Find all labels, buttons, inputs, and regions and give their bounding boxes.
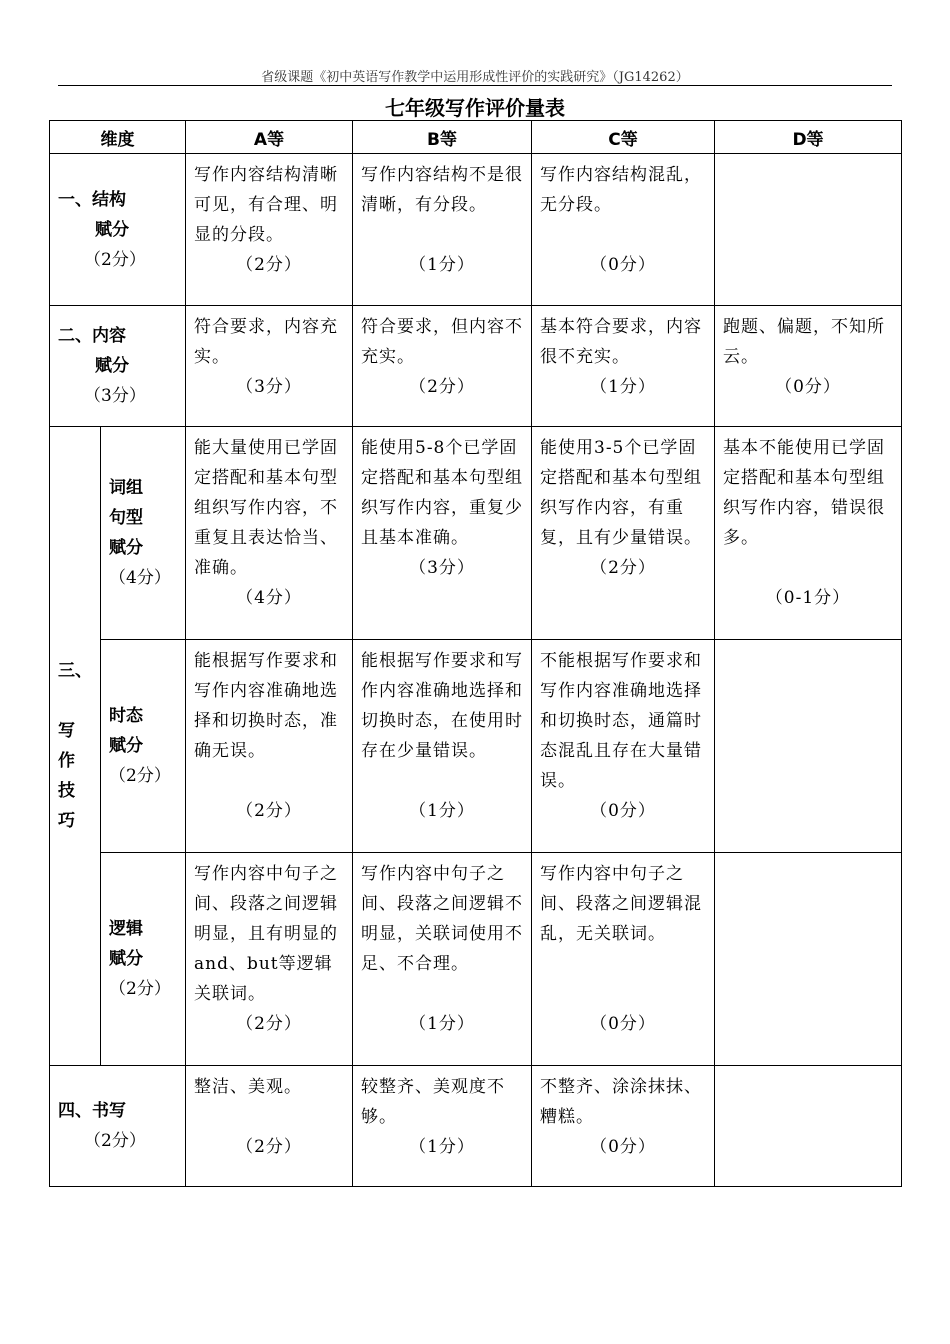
cell-score: （1分） — [409, 1137, 475, 1157]
dim-content — [50, 306, 186, 427]
cell-score: （1分） — [409, 255, 475, 275]
cell-logic-d — [715, 853, 902, 1066]
cell-text: 能根据写作要求和写作内容准确地选择和切换时态，准确无误。 — [194, 651, 338, 761]
dim-tense — [101, 640, 186, 853]
cell-score: （2分） — [590, 558, 656, 578]
col-header-a: A等 — [186, 121, 353, 154]
cell-score: （4分） — [236, 588, 302, 608]
cell-text: 写作内容结构不是很清晰，有分段。 — [361, 165, 523, 215]
dim-content-label: 二、内容 — [58, 326, 126, 346]
cell-structure-c — [532, 154, 715, 306]
table-row-tense — [50, 640, 902, 853]
dim-logic-line: 赋分 — [109, 949, 143, 969]
cell-content-c — [532, 306, 715, 427]
dim-vocab-line: 赋分 — [109, 538, 143, 558]
dim-writing-label: 四、书写 — [58, 1101, 126, 1121]
cell-text: 能大量使用已学固定搭配和基本句型组织写作内容，不重复且表达恰当、准确。 — [194, 438, 338, 578]
cell-text: 能根据写作要求和写作内容准确地选择和切换时态，在使用时存在少量错误。 — [361, 651, 523, 761]
cell-tense-b — [353, 640, 532, 853]
cell-score: （2分） — [236, 801, 302, 821]
skills-group-char: 作 — [58, 751, 75, 771]
dim-tense-line: 赋分 — [109, 736, 143, 756]
skills-group-char: 巧 — [58, 811, 75, 831]
dim-structure-points: （2分） — [84, 249, 146, 270]
table-row-vocab — [50, 427, 902, 640]
table-row-writing — [50, 1066, 902, 1187]
dim-logic-line: 逻辑 — [109, 919, 143, 939]
dim-writing — [50, 1066, 186, 1187]
cell-content-d — [715, 306, 902, 427]
cell-structure-b — [353, 154, 532, 306]
cell-text: 不整齐、涂涂抹抹、糟糕。 — [540, 1077, 702, 1127]
cell-structure-d — [715, 154, 902, 306]
dim-content-points: （3分） — [84, 386, 146, 406]
cell-score: （0-1分） — [765, 588, 851, 608]
cell-score: （2分） — [236, 1137, 302, 1157]
cell-text: 基本不能使用已学固定搭配和基本句型组织写作内容，错误很多。 — [723, 438, 885, 548]
col-header-b: B等 — [353, 121, 532, 154]
cell-content-a — [186, 306, 353, 427]
page-header: 省级课题《初中英语写作教学中运用形成性评价的实践研究》（JG14262） — [261, 70, 689, 85]
dim-vocab-points: （4分） — [109, 568, 171, 588]
cell-text: 写作内容中句子之间、段落之间逻辑混乱，无关联词。 — [540, 864, 702, 944]
cell-text: 写作内容结构混乱，无分段。 — [540, 165, 702, 215]
table-row-structure — [50, 154, 902, 306]
dim-writing-points: （2分） — [84, 1131, 146, 1151]
skills-group-char: 写 — [58, 721, 75, 741]
cell-score: （2分） — [409, 377, 475, 397]
cell-text: 不能根据写作要求和写作内容准确地选择和切换时态，通篇时态混乱且存在大量错误。 — [540, 651, 702, 791]
col-header-d: D等 — [715, 121, 902, 154]
cell-text: 能使用3-5个已学固定搭配和基本句型组织写作内容，有重复，且有少量错误。 — [540, 438, 702, 548]
cell-score: （1分） — [409, 1014, 475, 1034]
cell-score: （0分） — [590, 1137, 656, 1157]
cell-score: （3分） — [409, 558, 475, 578]
col-header-dimension: 维度 — [50, 121, 186, 154]
cell-score: （2分） — [236, 255, 302, 275]
dim-tense-line: 时态 — [109, 706, 143, 726]
dim-logic — [101, 853, 186, 1066]
cell-tense-d — [715, 640, 902, 853]
cell-score: （0分） — [590, 255, 656, 275]
cell-writing-a — [186, 1066, 353, 1187]
dim-tense-points: （2分） — [109, 766, 171, 786]
dim-logic-points: （2分） — [109, 979, 171, 999]
evaluation-table — [49, 120, 902, 1187]
cell-structure-a — [186, 154, 353, 306]
cell-score: （2分） — [236, 1014, 302, 1034]
table-row-logic — [50, 853, 902, 1066]
dim-vocab-line: 句型 — [109, 508, 143, 528]
cell-text: 整洁、美观。 — [194, 1077, 302, 1097]
skills-group-char: 技 — [58, 781, 75, 801]
cell-score: （0分） — [775, 377, 841, 397]
cell-text: 写作内容中句子之间、段落之间逻辑不明显，关联词使用不足、不合理。 — [361, 864, 523, 974]
cell-score: （1分） — [409, 801, 475, 821]
cell-text: 写作内容中句子之间、段落之间逻辑明显，且有明显的and、but等逻辑关联词。 — [194, 864, 338, 1004]
cell-score: （1分） — [590, 377, 656, 397]
dim-vocab — [101, 427, 186, 640]
cell-text: 写作内容结构清晰可见，有合理、明显的分段。 — [194, 165, 338, 245]
cell-score: （0分） — [590, 1014, 656, 1034]
header-rule — [58, 85, 892, 86]
cell-logic-a — [186, 853, 353, 1066]
cell-vocab-a — [186, 427, 353, 640]
cell-vocab-d — [715, 427, 902, 640]
dim-structure-fu: 赋分 — [95, 219, 129, 240]
col-header-c: C等 — [532, 121, 715, 154]
cell-content-b — [353, 306, 532, 427]
cell-logic-c — [532, 853, 715, 1066]
cell-text: 基本符合要求，内容很不充实。 — [540, 317, 702, 367]
cell-text: 较整齐、美观度不够。 — [361, 1077, 505, 1127]
cell-writing-d — [715, 1066, 902, 1187]
cell-text: 符合要求，内容充实。 — [194, 317, 338, 367]
table-header-row — [50, 121, 902, 154]
cell-logic-b — [353, 853, 532, 1066]
cell-vocab-c — [532, 427, 715, 640]
cell-writing-b — [353, 1066, 532, 1187]
cell-score: （3分） — [236, 377, 302, 397]
cell-vocab-b — [353, 427, 532, 640]
cell-tense-c — [532, 640, 715, 853]
skills-group-number: 三、 — [58, 661, 92, 681]
dim-content-fu: 赋分 — [95, 356, 129, 376]
dim-structure-label: 一、结构 — [58, 189, 126, 210]
table-row-content — [50, 306, 902, 427]
dim-skills-group — [50, 427, 101, 1066]
dim-structure — [50, 154, 186, 306]
cell-text: 能使用5-8个已学固定搭配和基本句型组织写作内容，重复少且基本准确。 — [361, 438, 523, 548]
cell-text: 符合要求，但内容不充实。 — [361, 317, 523, 367]
cell-writing-c — [532, 1066, 715, 1187]
cell-score: （0分） — [590, 801, 656, 821]
page-title: 七年级写作评价量表 — [385, 96, 565, 120]
cell-tense-a — [186, 640, 353, 853]
cell-text: 跑题、偏题，不知所云。 — [723, 317, 885, 367]
dim-vocab-line: 词组 — [109, 478, 143, 498]
